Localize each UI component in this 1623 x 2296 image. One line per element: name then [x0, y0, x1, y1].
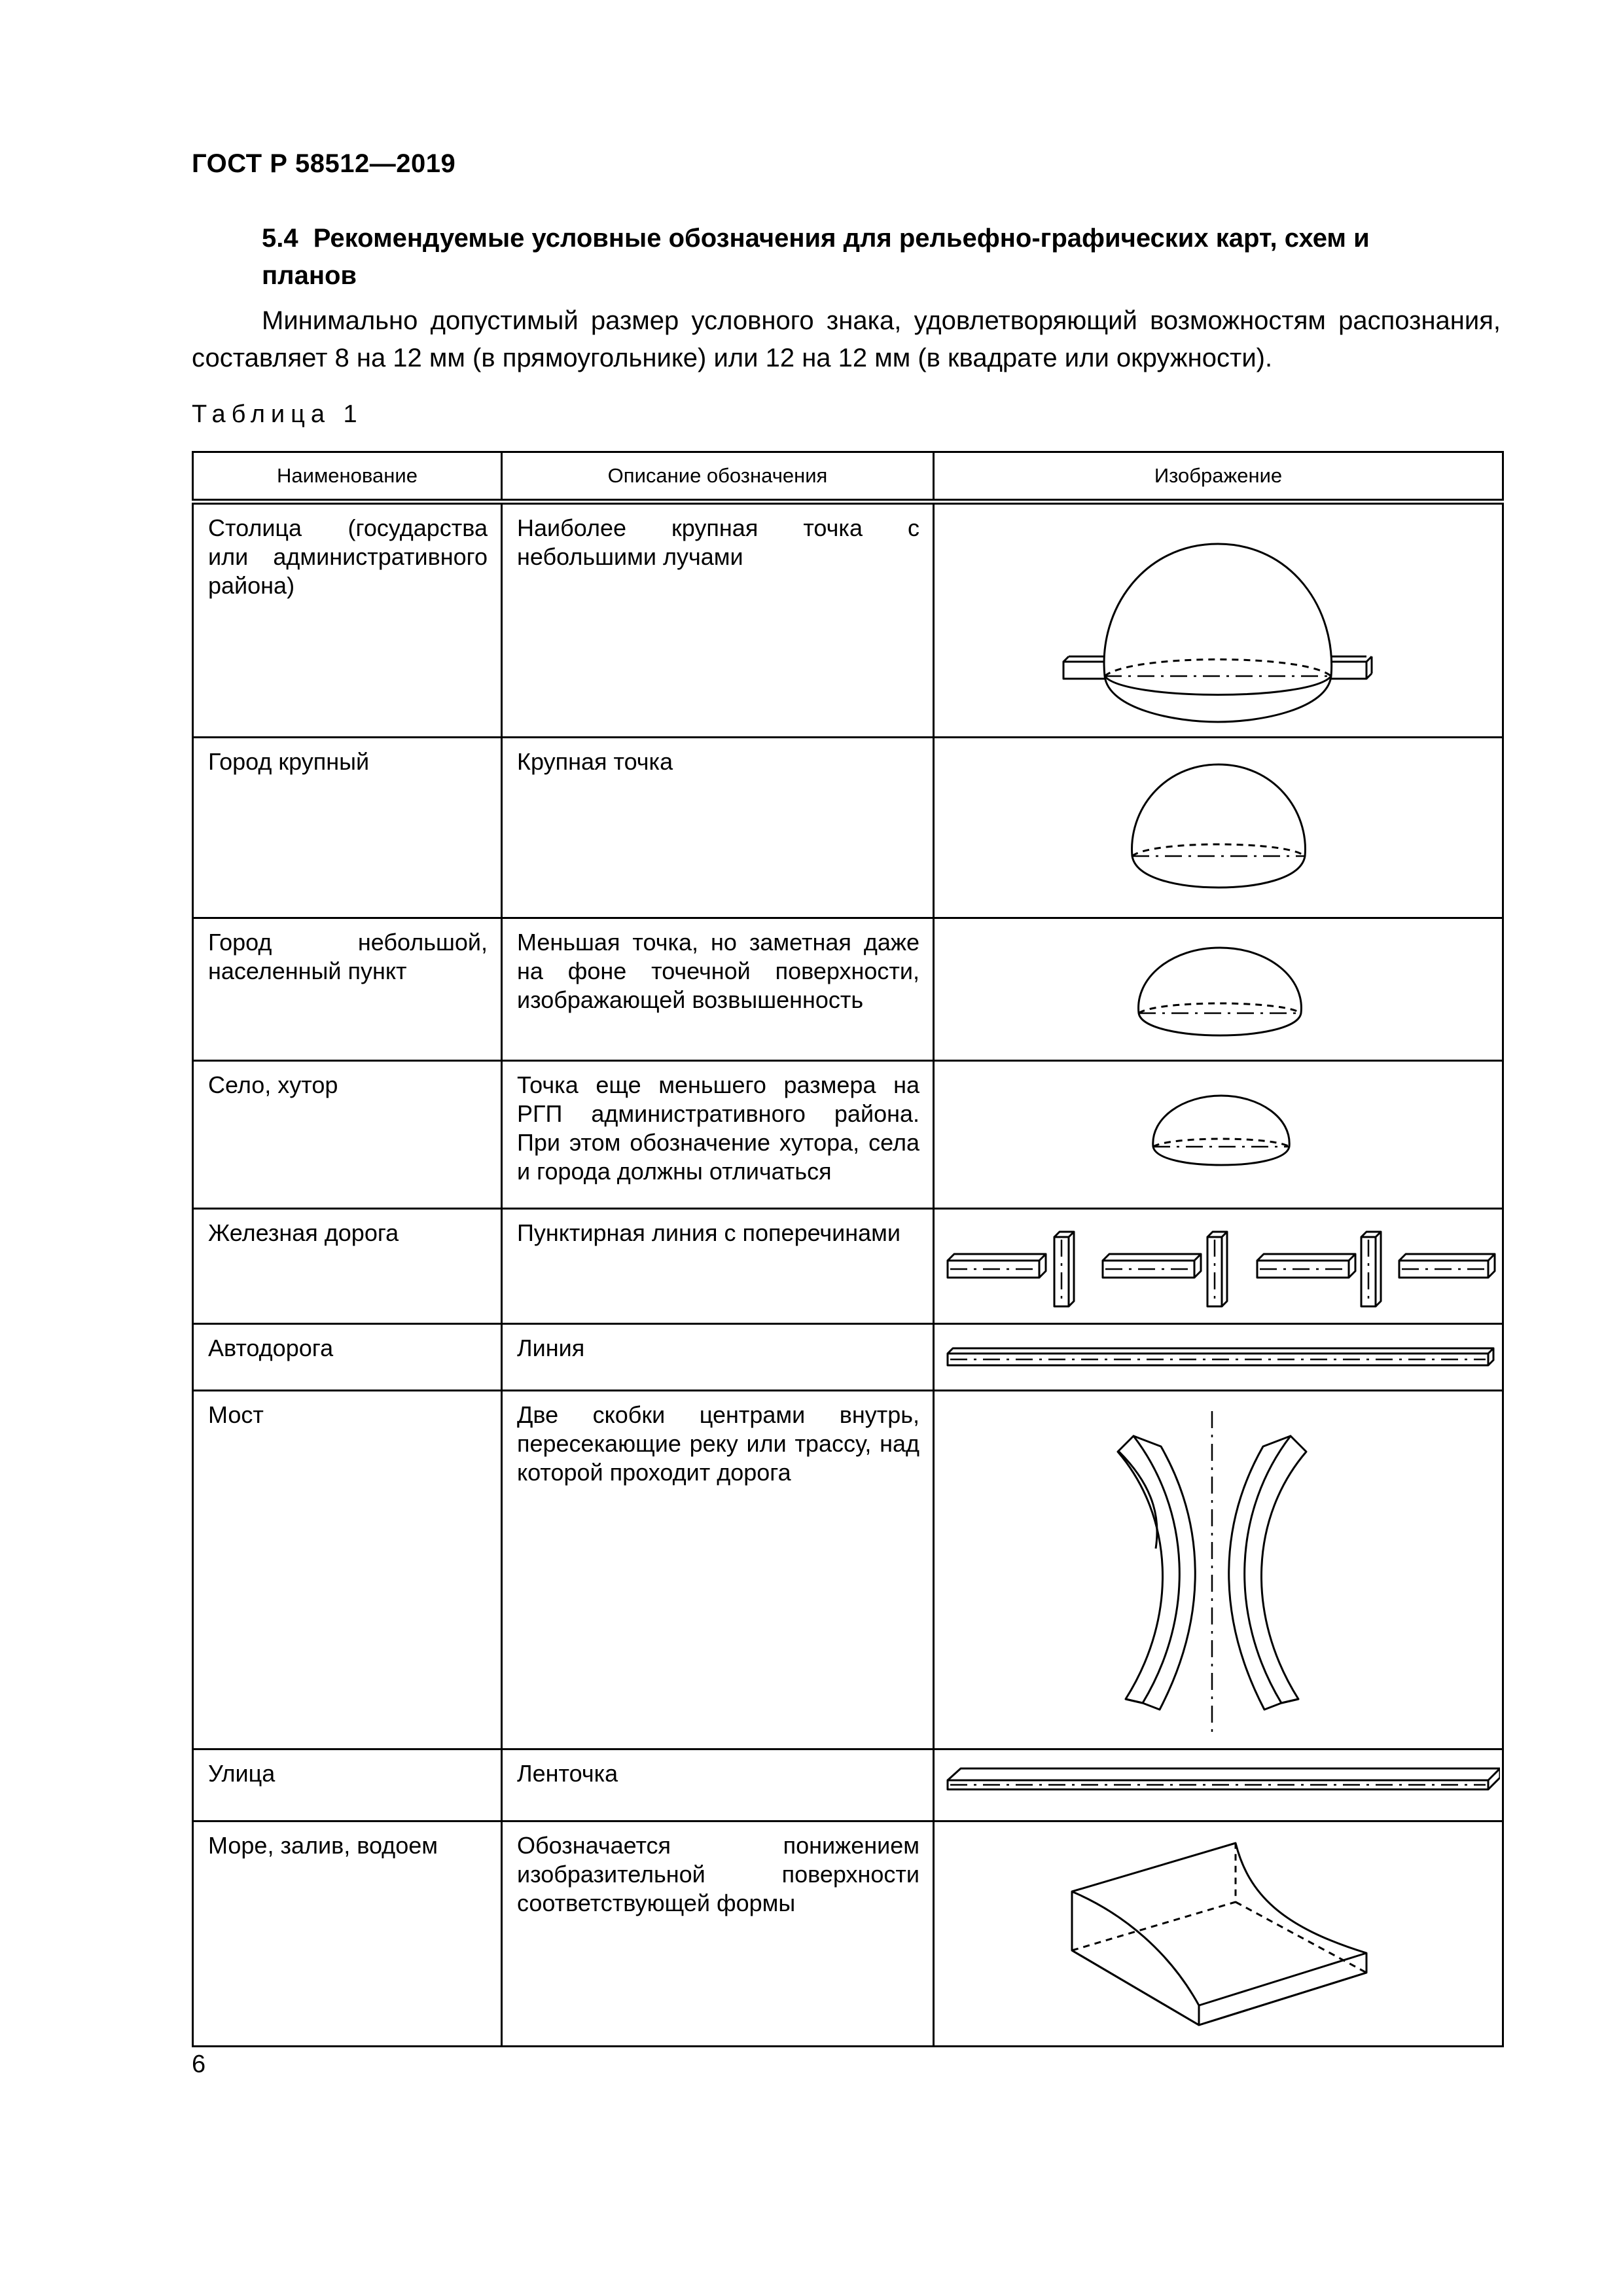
- row-name: Село, хутор: [208, 1071, 338, 1098]
- row-description: Ленточка: [517, 1760, 618, 1787]
- section-title: Рекомендуемые условные обозначения для рельефно-графических карт, схем и планов: [262, 224, 1370, 290]
- row-name: Столица (государства или административного района): [208, 514, 488, 599]
- section-heading: [262, 220, 1407, 295]
- row-description: Обозначается понижением изобразительной поверхности соответствующей формы: [517, 1832, 919, 1916]
- row-name: Мост: [208, 1401, 264, 1428]
- table-row: [193, 1061, 1503, 1209]
- large-dome-with-rays-icon: [935, 505, 1500, 736]
- row-description: Две скобки центрами внутрь, пересекающие реку или трассу, над которой проходит дорога: [517, 1401, 919, 1486]
- large-dome-icon: [935, 738, 1500, 915]
- row-name: Улица: [208, 1760, 276, 1787]
- row-description: Меньшая точка, но заметная даже на фоне точечной поверхности, изображающей возвышенность: [517, 929, 919, 1013]
- row-name: Город крупный: [208, 748, 370, 775]
- table-row: [193, 502, 1503, 738]
- page-number: 6: [192, 2051, 206, 2078]
- symbols-table: [192, 451, 1504, 2047]
- row-description: Пунктирная линия с поперечинами: [517, 1219, 901, 1246]
- row-name: Море, залив, водоем: [208, 1832, 438, 1859]
- column-header-name: Наименование: [193, 452, 502, 502]
- sea-depression-icon: [935, 1822, 1500, 2043]
- bridge-brackets-icon: [935, 1391, 1500, 1746]
- column-header-image: Изображение: [934, 452, 1503, 502]
- row-description: Линия: [517, 1335, 585, 1361]
- column-header-description: Описание обозначения: [502, 452, 934, 502]
- row-description: Наиболее крупная точка с небольшими лучами: [517, 514, 919, 570]
- row-name: Автодорога: [208, 1335, 334, 1361]
- intro-paragraph: Минимально допустимый размер условного знака, удовлетворяющий возможностям распознания, составляет 8 на 12 мм (в прямоугольнике) или 12 на 12 мм (в квадрате или окружности).: [192, 306, 1501, 372]
- row-name: Железная дорога: [208, 1219, 399, 1246]
- road-bar-icon: [935, 1325, 1500, 1388]
- table-row: [193, 1391, 1503, 1749]
- small-dome-icon: [935, 1062, 1500, 1206]
- table-header-row: [193, 452, 1503, 502]
- table-row: [193, 1324, 1503, 1391]
- table-row: [193, 1209, 1503, 1324]
- table-row: [193, 1821, 1503, 2047]
- table-row: [193, 918, 1503, 1061]
- row-name: Город небольшой, населенный пункт: [208, 929, 488, 984]
- table-caption: Таблица 1: [192, 401, 363, 428]
- table-row: [193, 738, 1503, 918]
- table-row: [193, 1749, 1503, 1821]
- medium-dome-icon: [935, 919, 1500, 1058]
- row-description: Точка еще меньшего размера на РГП административного района. При этом обозначение хутора, села и города должны отличаться: [517, 1071, 919, 1185]
- document-header: ГОСТ Р 58512—2019: [192, 149, 456, 178]
- street-ribbon-icon: [935, 1750, 1500, 1818]
- section-number: 5.4: [262, 224, 298, 253]
- row-description: Крупная точка: [517, 748, 673, 775]
- railway-dashes-icon: [935, 1210, 1500, 1321]
